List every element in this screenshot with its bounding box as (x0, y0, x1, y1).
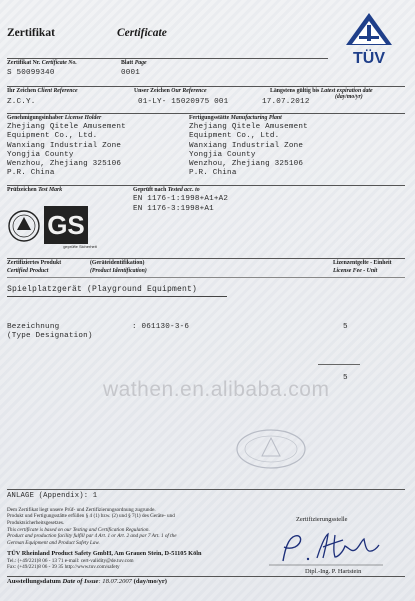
plant-address (189, 123, 308, 179)
standard-item: EN 1176-1:1998+A1+A2 (133, 195, 229, 203)
product-name: Spielplatzgerät (Playground Equipment) (7, 285, 198, 294)
test-mark-label: Prüfzeichen Test Mark (7, 187, 63, 193)
divider (7, 258, 405, 259)
divider (7, 58, 328, 59)
org-contact: Tel.: (+49/221)8 06 - 13 71 e-mail: cert-validity@de.tuv.com Fax: (+49/221)8 06 - 39 35 http://www.tuv.com/safety (7, 558, 134, 571)
fee-value-1: 5 (343, 323, 348, 331)
issue-date-line: Ausstellungsdatum Date of Issue: 18.07.2007 (day/mo/yr) (7, 578, 167, 585)
plant-line: Wenzhou, Zhejiang 325106 (189, 160, 304, 169)
holder-line: Wanxiang Industrial Zone (7, 141, 122, 150)
org-address: TÜV Rheinland Product Safety GmbH, Am Grauen Stein, D-51105 Köln (7, 550, 202, 557)
client-ref-value: Z.C.Y. (7, 98, 36, 106)
standards-list (133, 195, 228, 214)
fee-rule (318, 364, 360, 365)
watermark-text: wathen.en.alibaba.com (103, 378, 330, 401)
title-en: Certificate (117, 27, 167, 39)
plant-line: Zhejiang Qitele Amusement (189, 123, 308, 131)
legal-text-de: Dem Zertifikat liegt unsere Prüf- und Zertifizierungsordnung zugrunde. Produkt und Fertigungsstätte erfüllen § 4 (1) bzw. (2) und § 7(1) des Geräte- und Produktsicherheitsgesetzes. (7, 507, 175, 526)
tuv-logo-icon (340, 11, 398, 71)
divider (7, 113, 405, 114)
standard-item: EN 1176-3:1998+A1 (133, 204, 214, 213)
holder-line: Yongjia County (7, 150, 74, 159)
expiry-value: 17.07.2012 (262, 98, 310, 106)
tuv-seal-icon (8, 203, 97, 250)
holder-address (7, 123, 126, 179)
our-ref-label: Unser Zeichen Our Reference (134, 88, 207, 94)
embossed-seal-icon (235, 428, 307, 470)
designation-value: : 061130-3-6 (132, 323, 190, 331)
plant-line: Yongjia County (189, 150, 256, 159)
holder-line: Equipment Co., Ltd. (7, 132, 98, 141)
our-ref-value: 01-LY- 15020975 001 (138, 98, 229, 106)
plant-line: P.R. China (189, 169, 237, 178)
product-id-label: (Geräteidentifikation) (Product Identification) (90, 260, 147, 274)
client-ref-label: Ihr Zeichen Client Reference (7, 88, 78, 94)
expiry-label: Längstens gültig bis Latest expiration date (270, 88, 373, 94)
divider (7, 86, 405, 87)
designation-label: Bezeichnung (Type Designation) (7, 323, 93, 340)
page-no-value: 0001 (121, 69, 141, 77)
product-name-underline (7, 296, 227, 297)
signature-image (265, 528, 387, 568)
gs-caption: geprüfte Sicherheit (63, 244, 97, 249)
holder-line: Wenzhou, Zhejiang 325106 (7, 160, 122, 169)
expiry-format: (day/mo/yr) (335, 94, 363, 100)
plant-label: Fertigungsstätte Manufacturing Plant (189, 115, 282, 121)
divider (7, 576, 405, 577)
annex-text: ANLAGE (Appendix): 1 (7, 492, 98, 500)
gs-test-mark (8, 203, 97, 250)
cert-no-label: Zertifikat Nr. Certificate No. (7, 60, 77, 66)
plant-line: Wanxiang Industrial Zone (189, 141, 304, 150)
signer-name: Dipl.-Ing. P. Hartstein (305, 568, 362, 575)
fee-label: Lizenzentgelte - Einheit License Fee - Unit (333, 260, 392, 274)
page-label: Blatt Page (121, 60, 147, 66)
cert-no-value: S 50099340 (7, 69, 55, 77)
tested-label: Geprüft nach Tested acc. to (133, 187, 200, 193)
title-de: Zertifikat (7, 27, 55, 39)
holder-label: Genehmigungsinhaber License Holder (7, 115, 102, 121)
divider (7, 277, 405, 278)
fee-value-2: 5 (343, 374, 348, 382)
signatory-label: Zertifizierungsstelle (296, 516, 348, 523)
divider (7, 489, 405, 490)
divider (7, 185, 405, 186)
plant-line: Equipment Co., Ltd. (189, 132, 280, 141)
gs-letters: GS (47, 210, 85, 240)
legal-text-en: This certificate is based on our Testing and Certification Regulation. Product and production facility fulfill par 4 Art. 1 or Art. 2 and par 7 Art. 1 of the German Equipment and Product Safety Law. (7, 527, 177, 546)
tuv-logo-text: TÜV (353, 50, 385, 67)
holder-line: Zhejiang Qitele Amusement (7, 123, 126, 131)
product-label: Zertifiziertes Produkt Certified Product (7, 260, 62, 274)
holder-line: P.R. China (7, 169, 55, 178)
